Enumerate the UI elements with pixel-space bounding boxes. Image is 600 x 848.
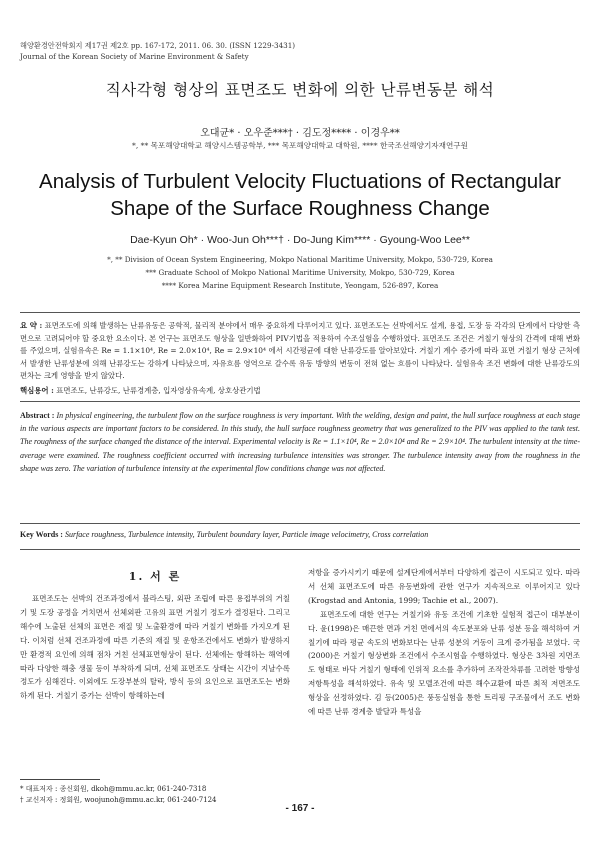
- english-keywords: [20, 530, 580, 539]
- english-keywords-label: Key Words :: [20, 530, 63, 539]
- divider: [20, 312, 580, 313]
- korean-affiliations: *, ** 목포해양대학교 해양시스템공학부, *** 목포해양대학교 대학원, **** 한국조선해양기자재연구원: [132, 141, 468, 150]
- body-paragraph: 표면조도는 선박의 건조과정에서 블라스팅, 외판 조립에 따른 용접부위의 거칠기 및 도장 공정을 거치면서 선체외판 고유의 표면 거칠기 정도가 결정된다. 그리고 해수에 노출된 선체의 표면은 재질 및 노출환경에 따라 거칠기 변화를 가지오게 된다. 이처럼 선체 건조과정에 따른 기존의 재질 및 운항조건에서도 변화가 발생하지만 환경적 요인에 의해 점차 거친 선체표면형상이 된다. 선체에는 항해하는 해역에 따라 다양한 해충 생물 등이 부착하게 되며, 선체 표면조도 상태는 시간이 지날수록 정도가 심해진다. 이외에도 도장부분의 탈락, 방식 등의 요인으로 표면조도는 변화하게 된다. 거칠기 증가는 선박이 항해하는데: [20, 594, 290, 701]
- divider: [20, 523, 580, 524]
- footnote-corresponding: † 교신저자 : 정회원, woojunoh@mmu.ac.kr, 061-240-7124: [20, 796, 217, 804]
- footnote-author: * 대표저자 : 종신회원, dkoh@mmu.ac.kr, 061-240-7318: [20, 785, 207, 793]
- english-abstract-text: In physical engineering, the turbulent flow on the surface roughness is very important. With the welding, design and paint, the hull surface roughness at each stage in the various aspects are important factors to be considered. In this study, the hull surface roughness geometry that was generalized to the PIV was applied to the tank test. The roughness of the surface changed the distance of the interval. Experimental velocity is Re = 1.1×10⁴, Re = 2.0×10⁴ and Re = 2.9×10⁴. The turbulent intensity at the time-average were examined. The roughness coefficient occurred with increasing turbulence intensities was stronger. The turbulence intensity away from the roughness in the shape was zero. The variation of turbulence intensity at the experimental flow conditions change was not affected.: [20, 411, 581, 473]
- page-number: - 167 -: [285, 803, 315, 814]
- korean-keywords: [20, 385, 580, 396]
- english-title: Analysis of Turbulent Velocity Fluctuations of Rectangular Shape of the Surface Roughness Change: [39, 170, 561, 220]
- body-paragraph: 저항을 증가시키기 때문에 설계단계에서부터 다양하게 접근이 시도되고 있다. 따라서 선체 표면조도에 따른 유동변화에 관한 연구가 지속적으로 이루어지고 있다(Krogstad and Antonia, 1999; Tachie et al., 2007).: [308, 568, 580, 605]
- right-column: [308, 566, 580, 719]
- journal-header-line1: 해양환경안전학회지 제17권 제2호 pp. 167-172, 2011. 06. 30. (ISSN 1229-3431): [20, 41, 296, 50]
- body-paragraph: 표면조도에 대한 연구는 거칠기와 유동 조건에 기초한 실험적 접근이 대부분이다. 윤(1998)은 매끈한 면과 거친 면에서의 속도분포와 난류 성분 등을 해석하여 거칠기에 따라 평균 속도의 변화보다는 난류 성분의 거동이 크게 증가됨을 보였다. 국(2000)은 거칠기 형상변화 조건에서 수조시험을 수행하였다. 형상은 3차원 지면조도 형태로 바닥 거칠기 형태에 인위적 요소를 추가하여 조작잔차류를 고려한 방향성 저항특성을 해석하였다. 유속 및 모델조건에 따른 해수교환에 따른 최적 저면조도 형상을 선정하였다. 김 등(2005)은 풍동실험을 통한 트리핑 구조물에서 조도 변화에 따른 난류 경계층 발달과 특성을: [308, 609, 580, 717]
- section-title: 1. 서 론: [128, 570, 182, 583]
- english-abstract-label: Abstract :: [20, 411, 55, 420]
- divider: [20, 401, 580, 402]
- left-column: [20, 592, 290, 703]
- korean-title: 직사각형 형상의 표면조도 변화에 의한 난류변동분 해석: [105, 81, 495, 99]
- english-authors: Dae-Kyun Oh* · Woo-Jun Oh***† · Do-Jung Kim**** · Gyoung-Woo Lee**: [130, 234, 470, 246]
- english-affiliation-2: *** Graduate School of Mokpo National Maritime University, Mokpo, 530-729, Korea: [145, 268, 455, 277]
- journal-header: [20, 40, 295, 62]
- korean-abstract: [20, 320, 580, 383]
- journal-header-line2: Journal of the Korean Society of Marine Environment & Safety: [20, 52, 249, 61]
- korean-keywords-text: 표면조도, 난류강도, 난류경계층, 입자영상유속계, 상호상관기법: [56, 386, 261, 395]
- english-keywords-text: Surface roughness, Turbulence intensity, Turbulent boundary layer, Particle image velocimetry, Cross correlation: [64, 530, 429, 539]
- korean-authors: 오대균* · 오우준***† · 김도정**** · 이경우**: [200, 128, 400, 139]
- english-affiliation-3: **** Korea Marine Equipment Research Institute, Yeongam, 526-897, Korea: [161, 281, 439, 290]
- korean-abstract-label: 요 약 :: [20, 321, 43, 330]
- english-affiliation-1: *, ** Division of Ocean System Engineering, Mokpo National Maritime University, Mokpo, 530-729, Korea: [107, 255, 493, 264]
- korean-abstract-text: 표면조도에 의해 발생하는 난류유동은 공학적, 물리적 분야에서 매우 중요하게 다루어지고 있다. 표면조도는 선박에서도 설계, 용접, 도장 등 각각의 단계에서 다양한 측면으로 고려되어야 할 중요한 요소이다. 본 연구는 표면조도 형상을 일반화하여 PIV기법을 적용하여 수조실험을 수행하였다. 표면조도 조건은 거칠기 형상의 간격에 대해 변화를 주었으며, 실험유속은 Re = 1.1×10⁴, Re = 2.0×10⁴, Re = 2.9×10⁴ 에서 시간평균에 대한 난류강도를 알아보았다. 거칠기 계수 증가에 따라 표면 거칠기 형상 근처에서 발생한 난류성분에 의해 난류강도는 강하게 나타났으며, 자유흐름 영역으로 갈수록 유동 방향의 변동이 전혀 없는 흐름이 나타났다. 실험유속 조건 변화에 대한 난류강도의 편차는 크게 영향을 받지 않았다.: [20, 321, 580, 381]
- footnote-divider: [20, 779, 100, 780]
- korean-keywords-label: 핵심용어 :: [20, 386, 54, 395]
- divider: [20, 549, 580, 550]
- english-abstract: [20, 409, 580, 475]
